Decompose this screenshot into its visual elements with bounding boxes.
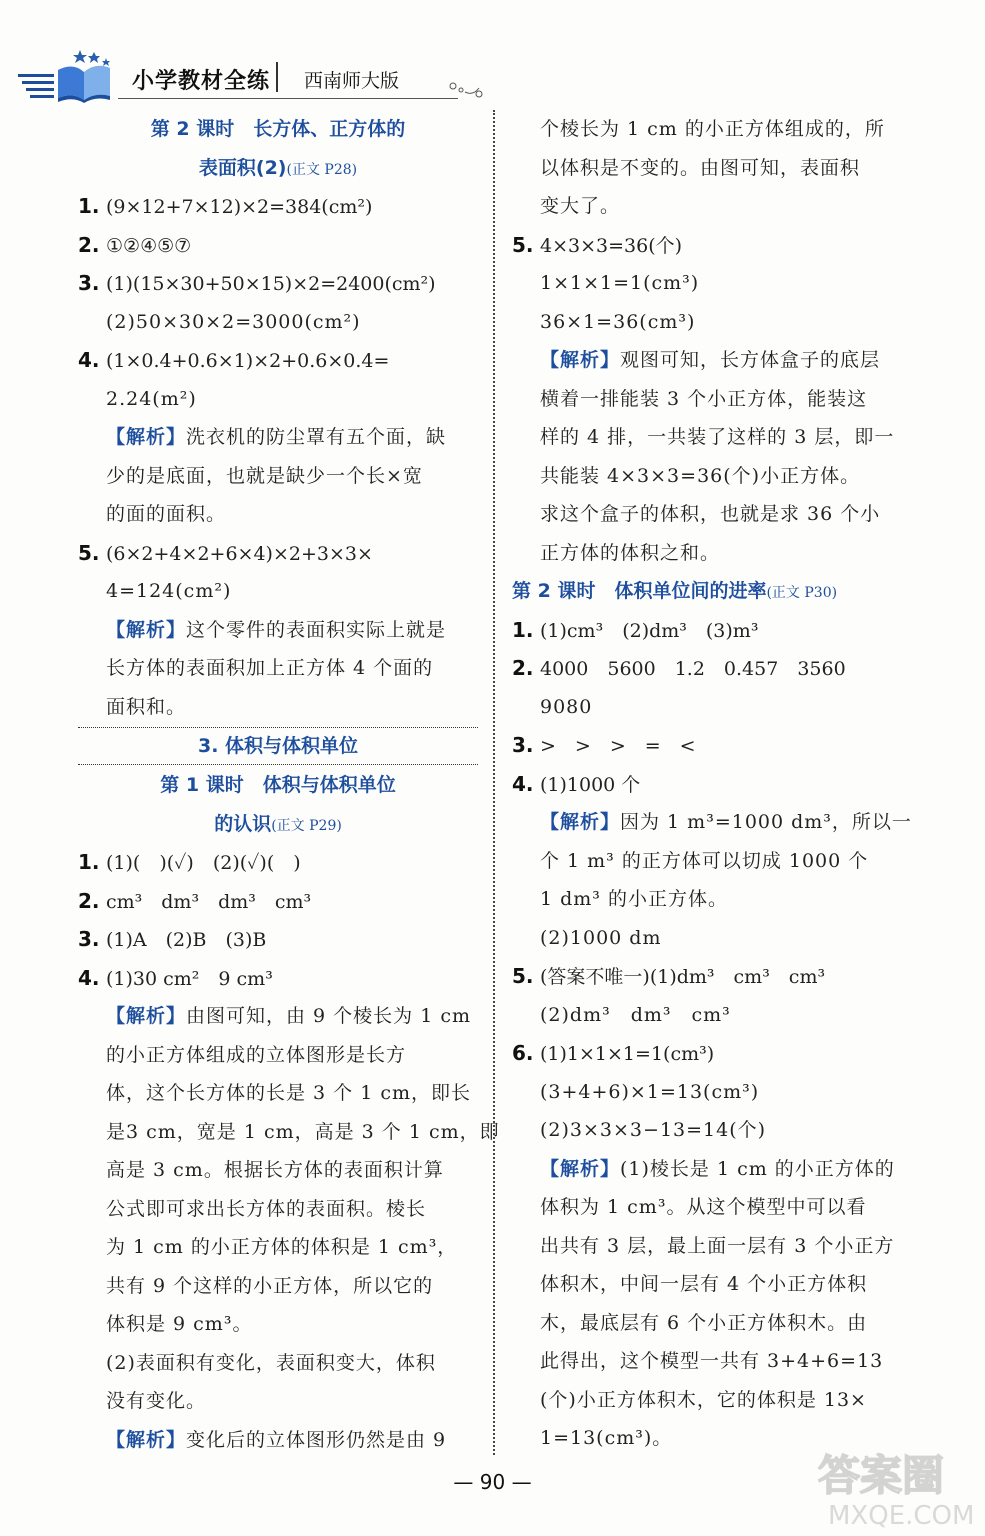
lesson-title: 第 1 课时 体积与体积单位 (160, 774, 396, 796)
answer-item (512, 649, 917, 688)
answer-text: (6×2+4×2+6×4)×2+3×3× (106, 542, 373, 565)
continuation-line: 没有变化。 (106, 1390, 207, 1412)
answer-item (78, 959, 478, 998)
continuation-line: 体，这个长方体的长是 3 个 1 cm，即长 (106, 1082, 471, 1104)
lesson-heading (78, 149, 478, 188)
edition-label: 西南师大版 (304, 70, 400, 92)
left-column (78, 110, 500, 1459)
answer-item (512, 226, 917, 265)
watermark-logo-icon (808, 1442, 978, 1532)
question-number: 2. (78, 232, 100, 257)
question-number: 4. (78, 965, 100, 990)
continuation-line: 是3 cm，宽是 1 cm，高是 3 个 1 cm，即 (106, 1120, 500, 1143)
analysis-line (78, 997, 478, 1036)
analysis-text: 变化后的立体图形仍然是由 9 (186, 1428, 447, 1451)
question-number: 1. (512, 617, 534, 642)
question-number: 6. (512, 1041, 534, 1065)
continuation-line: (3+4+6)×1=13(cm³) (540, 1080, 760, 1103)
lesson-heading (78, 110, 478, 149)
answer-text: (1×0.4+0.6×1)×2+0.6×0.4= (106, 350, 390, 372)
page-header (0, 0, 985, 110)
continuation-line: 个 1 m³ 的正方体可以切成 1000 个 (540, 849, 869, 872)
continuation-line: 个棱长为 1 cm 的小正方体组成的，所 (540, 118, 885, 140)
continuation-line: 1=13(cm³)。 (540, 1427, 673, 1449)
answer-item (78, 264, 478, 303)
analysis-line (512, 803, 917, 842)
answer-item (78, 843, 478, 882)
continuation-line: 的面的面积。 (106, 503, 227, 525)
continuation-line: 1×1×1=1(cm³) (540, 272, 700, 294)
question-number: 3. (78, 927, 100, 951)
answer-text: (9×12+7×12)×2=384(cm²) (106, 196, 373, 218)
analysis-line (78, 418, 478, 457)
analysis-tag: 【解析】 (106, 1005, 187, 1027)
continuation-line: 少的是底面，也就是缺少一个长×宽 (106, 464, 423, 487)
answer-text: cm³ dm³ dm³ cm³ (106, 890, 312, 913)
continuation-line: 变大了。 (540, 195, 621, 217)
question-number: 2. (78, 888, 100, 913)
continuation-line: 此得出，这个模型一共有 3+4+6=13 (540, 1350, 884, 1372)
question-number: 1. (78, 850, 100, 874)
question-number: 1. (78, 194, 100, 218)
answer-text: (答案不唯一)(1)dm³ cm³ cm³ (540, 966, 826, 988)
textbook-page-ref: (正文 P29) (271, 817, 342, 834)
continuation-line: 以体积是不变的。由图可知，表面积 (540, 156, 861, 179)
answer-item (78, 226, 478, 265)
continuation-line: 共能装 4×3×3=36(个)小正方体。 (540, 464, 861, 487)
continuation-line: 木，最底层有 6 个小正方体积木。由 (540, 1311, 868, 1334)
column-divider (493, 110, 495, 1455)
question-number: 5. (512, 232, 534, 257)
analysis-line (78, 1421, 478, 1460)
continuation-line: 2.24(m²) (106, 387, 197, 410)
svg-text:MXQE.COM: MXQE.COM (828, 1501, 975, 1531)
continuation-line: 长方体的表面积加上正方体 4 个面的 (106, 657, 434, 679)
analysis-text: 因为 1 m³=1000 dm³，所以一 (620, 811, 912, 833)
analysis-line (78, 611, 478, 650)
continuation-line: 面积和。 (106, 695, 187, 718)
answer-item (78, 341, 478, 380)
header-rule (118, 98, 458, 99)
analysis-line (512, 1150, 917, 1189)
continuation-line: 样的 4 排，一共装了这样的 3 层，即一 (540, 426, 895, 448)
answer-text: (1)(15×30+50×15)×2=2400(cm²) (106, 273, 436, 295)
analysis-line (512, 341, 917, 380)
question-number: 2. (512, 656, 534, 680)
continuation-line: 36×1=36(cm³) (540, 310, 696, 333)
svg-text:答案圈: 答案圈 (818, 1451, 945, 1500)
analysis-tag: 【解析】 (106, 1428, 187, 1451)
continuation-line: (个)小正方体积木，它的体积是 13× (540, 1388, 867, 1411)
analysis-text: 洗衣机的防尘罩有五个面，缺 (186, 426, 447, 448)
answer-text: > > > = < (540, 735, 696, 757)
page-number: — 90 — (453, 1470, 532, 1494)
analysis-tag: 【解析】 (106, 618, 187, 641)
continuation-line: 为 1 cm 的小正方体的体积是 1 cm³， (106, 1236, 458, 1258)
answer-text: ①②④⑤⑦ (106, 234, 192, 257)
lesson-title: 第 2 课时 体积单位间的进率 (512, 580, 767, 602)
continuation-line: 的小正方体组成的立体图形是长方 (106, 1043, 407, 1066)
continuation-line: (2)50×30×2=3000(cm²) (106, 310, 361, 333)
answer-item (78, 187, 478, 226)
analysis-text: 观图可知，长方体盒子的底层 (620, 349, 881, 371)
right-column (512, 110, 917, 1458)
continuation-line: 1 dm³ 的小正方体。 (540, 888, 728, 910)
question-number: 3. (78, 271, 100, 295)
answer-item (78, 920, 478, 959)
answer-item (512, 1034, 917, 1073)
answer-text: (1)30 cm² 9 cm³ (106, 967, 273, 990)
answer-text: (1)A (2)B (3)B (106, 929, 267, 951)
lesson-heading (78, 766, 478, 805)
analysis-tag: 【解析】 (540, 1157, 621, 1180)
answer-text: (1)1×1×1=1(cm³) (540, 1043, 715, 1065)
continuation-line: (2)表面积有变化，表面积变大，体积 (106, 1351, 436, 1374)
header-separator (276, 62, 278, 92)
answer-text: (1)( )(✓) (2)(✓)( ) (106, 852, 301, 874)
continuation-line: (2)3×3×3−13=14(个) (540, 1119, 767, 1141)
continuation-line: 正方体的体积之和。 (540, 541, 721, 564)
continuation-line: 求这个盒子的体积，也就是求 36 个小 (540, 503, 881, 525)
lesson-title: 第 2 课时 长方体、正方体的 (150, 118, 406, 140)
answer-item (512, 726, 917, 765)
continuation-line: 公式即可求出长方体的表面积。棱长 (106, 1197, 427, 1220)
lesson-heading (512, 572, 917, 611)
analysis-tag: 【解析】 (540, 349, 621, 371)
textbook-page-ref: (正文 P30) (766, 585, 838, 601)
answer-text: (1)1000 个 (540, 773, 641, 796)
brand-title: 小学教材全练 (132, 69, 271, 94)
continuation-line: 体积为 1 cm³。从这个模型中可以看 (540, 1196, 867, 1218)
analysis-tag: 【解析】 (106, 426, 187, 448)
continuation-line: 共有 9 个这样的小正方体，所以它的 (106, 1274, 434, 1297)
continuation-line: 体积是 9 cm³。 (106, 1313, 253, 1335)
answer-text: 4×3×3=36(个) (540, 234, 683, 257)
answer-text: (1)cm³ (2)dm³ (3)m³ (540, 619, 759, 642)
analysis-text: (1)棱长是 1 cm 的小正方体的 (620, 1157, 895, 1180)
lesson-title: 的认识 (214, 812, 272, 835)
answer-item (512, 765, 917, 804)
question-number: 4. (78, 348, 100, 372)
answer-item (78, 882, 478, 921)
analysis-text: 这个零件的表面积实际上就是 (186, 618, 447, 641)
lesson-title: 表面积(2) (198, 156, 287, 179)
continuation-line: 高是 3 cm。根据长方体的表面积计算 (106, 1159, 444, 1181)
lesson-heading (78, 805, 478, 844)
question-number: 5. (78, 540, 100, 565)
section-heading: 3. 体积与体积单位 (78, 727, 478, 765)
open-book-logo-icon (18, 48, 118, 104)
continuation-line: (2)1000 dm (540, 926, 662, 949)
answer-text: 4000 5600 1.2 0.457 3560 (540, 658, 846, 680)
continuation-line: 横着一排能装 3 个小正方体，能装这 (540, 387, 868, 410)
question-number: 4. (512, 771, 534, 796)
answer-item (78, 534, 478, 573)
continuation-line: 4=124(cm²) (106, 580, 232, 602)
header-ornament-icon (445, 76, 485, 102)
continuation-line: 9080 (540, 695, 593, 718)
question-number: 5. (512, 964, 534, 988)
analysis-text: 由图可知，由 9 个棱长为 1 cm (186, 1005, 472, 1027)
continuation-line: 出共有 3 层，最上面一层有 3 个小正方 (540, 1234, 895, 1257)
textbook-page-ref: (正文 P28) (286, 161, 358, 178)
analysis-tag: 【解析】 (540, 811, 621, 833)
continuation-line: (2)dm³ dm³ cm³ (540, 1003, 731, 1026)
answer-item (512, 957, 917, 996)
continuation-line: 体积木，中间一层有 4 个小正方体积 (540, 1273, 868, 1295)
question-number: 3. (512, 733, 534, 757)
answer-item (512, 611, 917, 650)
